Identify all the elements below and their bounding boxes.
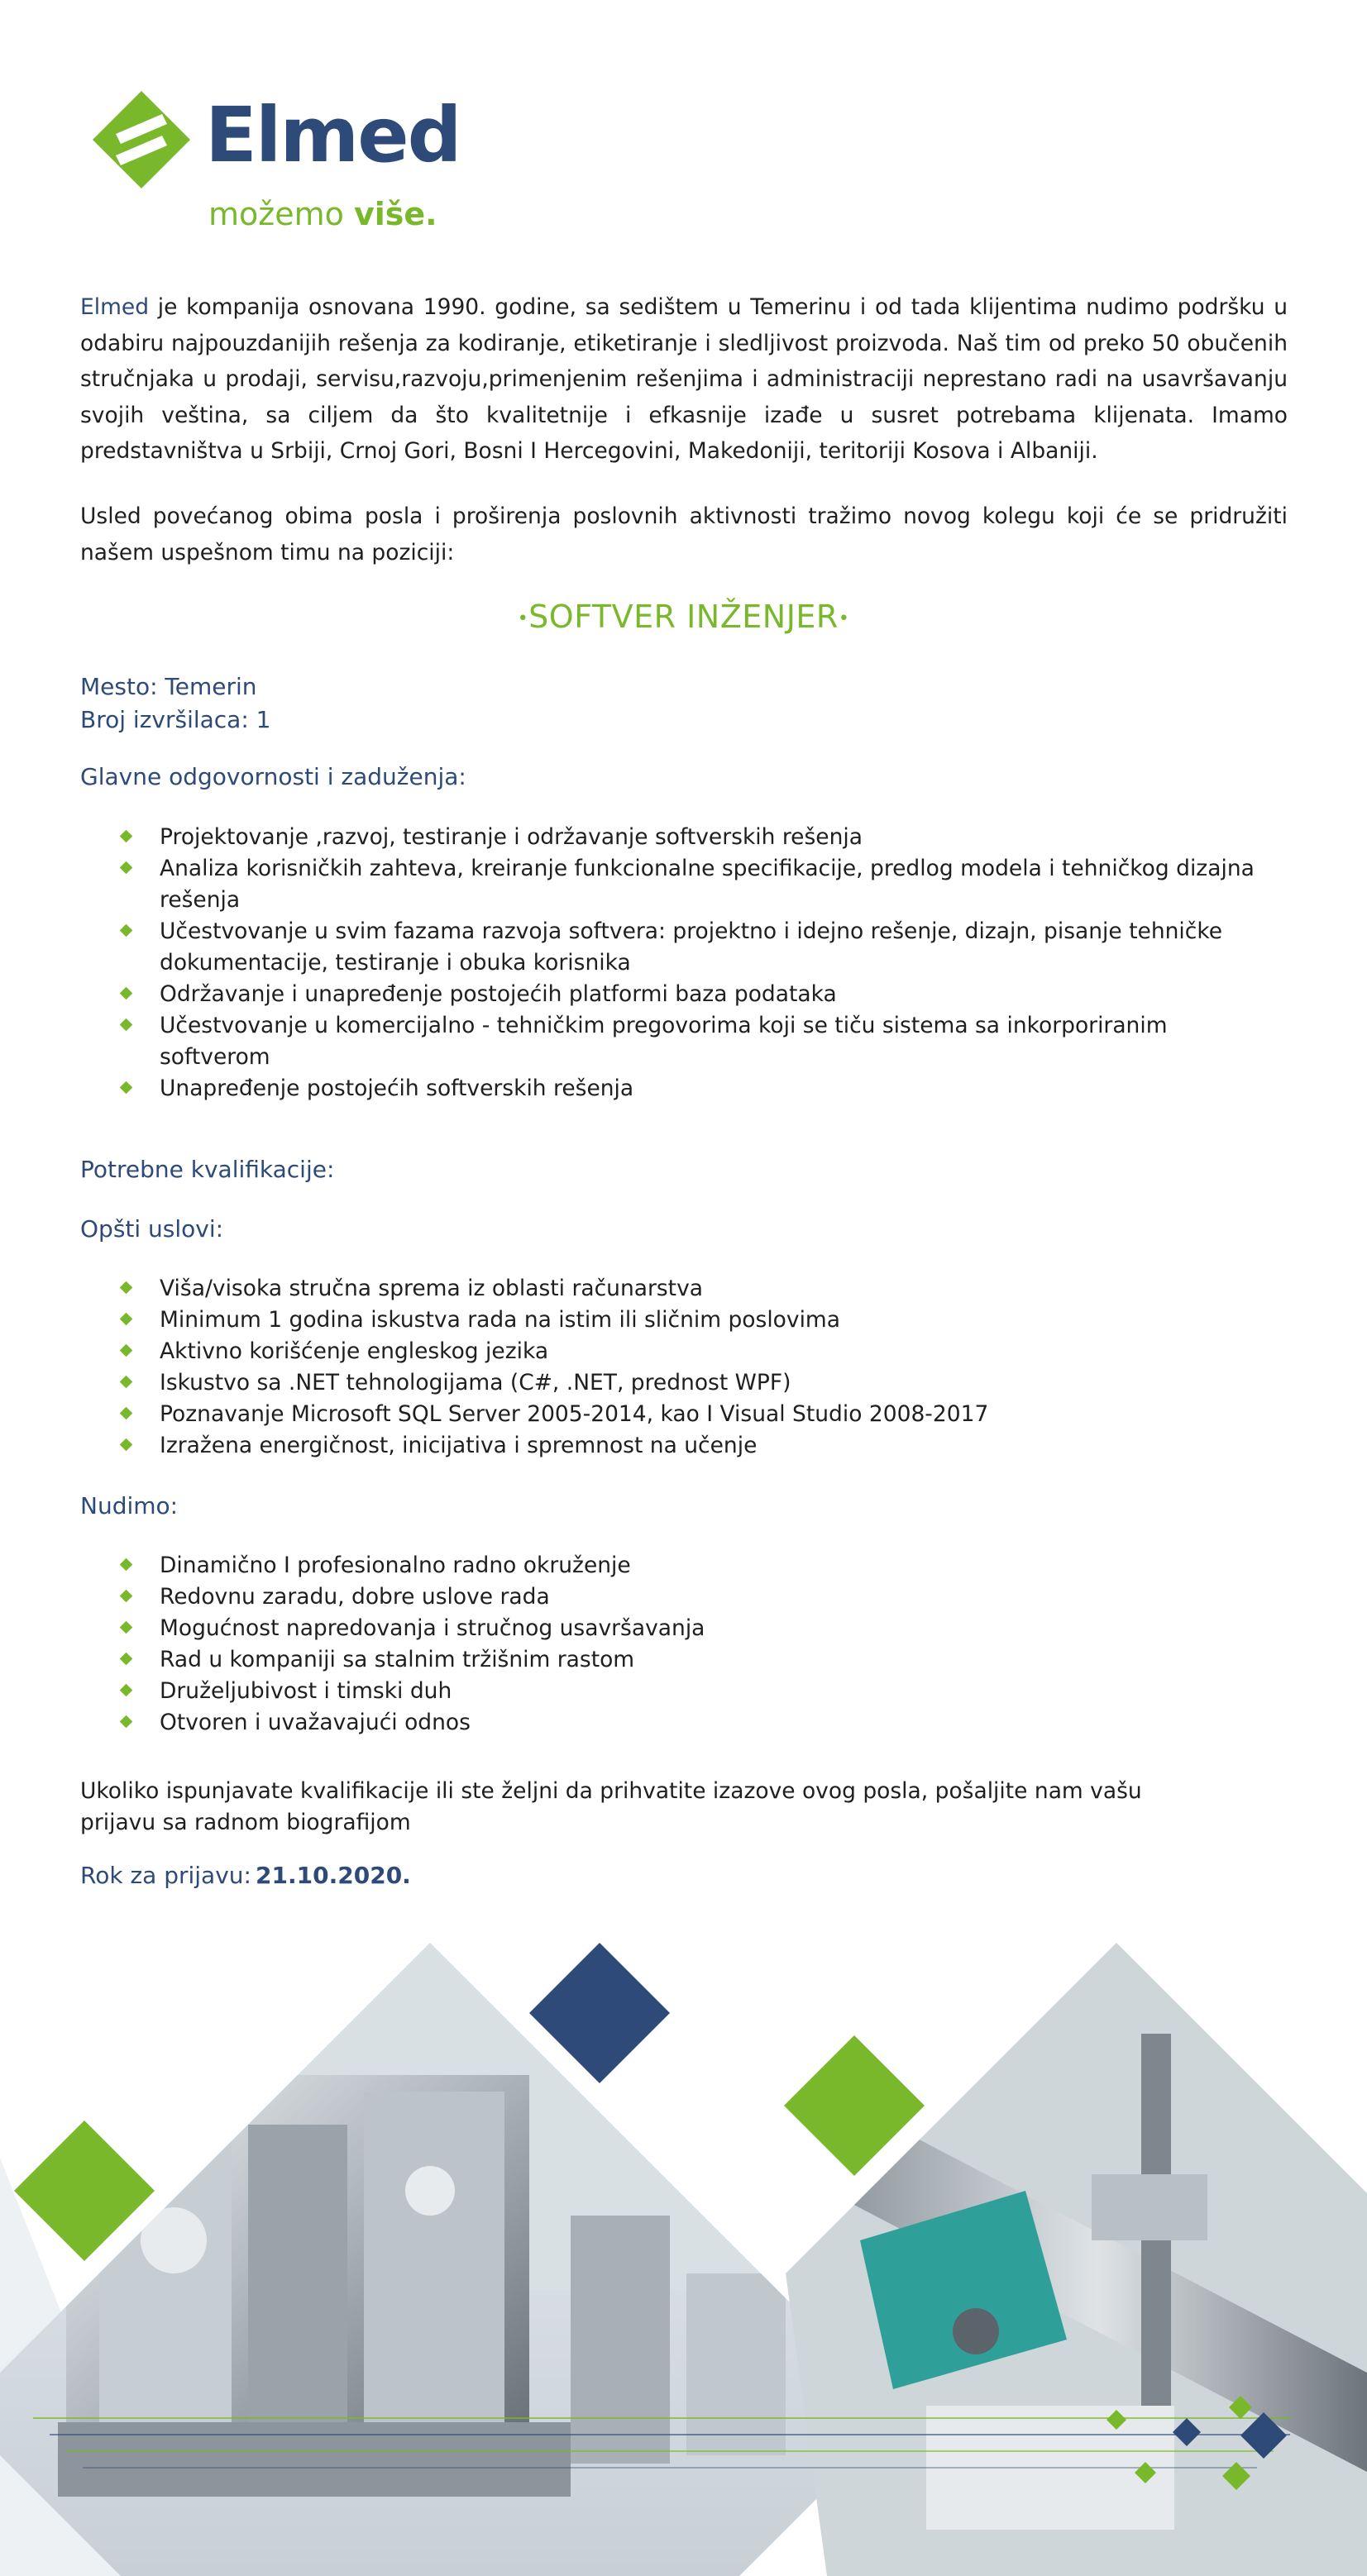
elmed-logo-mark-icon: [88, 86, 195, 193]
list-item: Viša/visoka stručna sprema iz oblasti računarstva: [122, 1273, 1263, 1305]
responsibilities-list: [122, 822, 1263, 1104]
list-item: Mogućnost napredovanja i stručnog usavršavanja: [122, 1613, 1263, 1644]
general-conditions-list: [122, 1273, 1263, 1462]
slogan-prefix: možemo: [208, 196, 344, 232]
list-item: Izražena energičnost, inicijativa i spremnost na učenje: [122, 1430, 1263, 1462]
list-item: Učestvovanje u svim fazama razvoja softvera: projektno i idejno rešenje, dizajn, pisanje tehničke dokumentacije, testiranje i obuka korisnika: [122, 916, 1263, 979]
list-item: Učestvovanje u komercijalno - tehničkim pregovorima koji se tiču sistema sa inkorporiranim softverom: [122, 1010, 1263, 1073]
qualifications-heading-wrap: [80, 1153, 1288, 1186]
green-diamond-bullet-icon: [120, 1344, 133, 1357]
list-item: Aktivno korišćenje engleskog jezika: [122, 1336, 1263, 1367]
closing-section: [80, 1776, 1221, 1839]
general-conditions-heading: Opšti uslovi:: [80, 1215, 224, 1243]
slogan-bold: više.: [353, 196, 437, 232]
green-diamond-bullet-icon: [120, 1621, 133, 1634]
green-diamond-bullet-icon: [120, 924, 133, 937]
logo-wordmark: Elmed: [205, 91, 461, 179]
offer-heading: Nudimo:: [80, 1492, 179, 1519]
list-item: Unapređenje postojećih softverskih rešenja: [122, 1073, 1263, 1104]
list-item: Poznavanje Microsoft SQL Server 2005-2014, kao I Visual Studio 2008-2017: [122, 1399, 1263, 1430]
title-dot-left: •: [517, 608, 529, 629]
green-diamond-bullet-icon: [120, 1590, 133, 1603]
logo-slogan: [208, 198, 437, 230]
deadline-label: Rok za prijavu:: [80, 1862, 251, 1889]
green-diamond-bullet-icon: [120, 987, 133, 1000]
lead-paragraph: Usled povećanog obima posla i proširenja poslovnih aktivnosti tražimo novog kolegu koji će se pridružiti našem uspešnom timu na poziciji:: [80, 503, 1288, 565]
list-item: Redovnu zaradu, dobre uslove rada: [122, 1581, 1263, 1613]
responsibilities-heading-wrap: [80, 761, 1288, 794]
intro-paragraph: [80, 289, 1288, 470]
green-diamond-bullet-icon: [120, 1684, 133, 1697]
list-item: Dinamično I profesionalno radno okruženje: [122, 1550, 1263, 1581]
green-diamond-bullet-icon: [120, 1376, 133, 1389]
machinery-banner-image: [0, 1943, 1367, 2576]
green-diamond-bullet-icon: [120, 1558, 133, 1572]
title-dot-right: •: [838, 608, 850, 629]
intro-brand: Elmed: [80, 294, 150, 320]
list-item: Otvoren i uvažavajući odnos: [122, 1707, 1263, 1739]
green-diamond-bullet-icon: [120, 1313, 133, 1326]
intro-text: je kompanija osnovana 1990. godine, sa sedištem u Temerinu i od tada klijentima nudimo podršku u odabiru najpouzdanijih rešenja za kodiranje, etiketiranje i sledljivost proizvoda. Naš tim od preko 50 obučenih stručnjaka u prodaji, servisu,razvoju,primenjenim rešenjima i administraciji neprestano radi na usavršavanju svojih veština, sa ciljem da što kvalitetnije i efkasnije izađe u susret potrebama klijenata. Imamo predstavništva u Srbiji, Crnoj Gori, Bosni I Hercegovini, Makedoniji, teritoriji Kosova i Albaniji.: [80, 294, 1288, 464]
general-heading-wrap: [80, 1213, 1288, 1246]
green-diamond-bullet-icon: [120, 1653, 133, 1666]
deadline: [80, 1862, 1288, 1889]
list-item: Iskustvo sa .NET tehnologijama (C#, .NET, prednost WPF): [122, 1367, 1263, 1399]
green-diamond-bullet-icon: [120, 1715, 133, 1729]
green-diamond-bullet-icon: [120, 1407, 133, 1420]
green-diamond-bullet-icon: [120, 1438, 133, 1452]
lead-section: [80, 499, 1288, 570]
list-item: Rad u kompaniji sa stalnim tržišnim rastom: [122, 1644, 1263, 1676]
location: Mesto: Temerin: [80, 673, 257, 700]
offer-heading-wrap: [80, 1490, 1288, 1523]
responsibilities-heading: Glavne odgovornosti i zaduženja:: [80, 763, 466, 790]
green-diamond-bullet-icon: [120, 1018, 133, 1032]
qualifications-heading: Potrebne kvalifikacije:: [80, 1156, 335, 1183]
green-diamond-bullet-icon: [120, 1081, 133, 1095]
green-diamond-bullet-icon: [120, 830, 133, 843]
green-diamond-bullet-icon: [120, 861, 133, 875]
list-item: Analiza korisničkih zahteva, kreiranje funkcionalne specifikacije, predlog modela i tehničkog dizajna rešenja: [122, 853, 1263, 916]
offer-list: [122, 1550, 1263, 1739]
closing-paragraph: Ukoliko ispunjavate kvalifikacije ili ste željni da prihvatite izazove ovog posla, pošaljite nam vašu prijavu sa radnom biografijom: [80, 1778, 1142, 1835]
list-item: Projektovanje ,razvoj, testiranje i održavanje softverskih rešenja: [122, 822, 1263, 853]
headcount: Broj izvršilaca: 1: [80, 706, 271, 733]
list-item: Druželjubivost i timski duh: [122, 1676, 1263, 1707]
position-title-text: SOFTVER INŽENJER: [528, 599, 839, 635]
job-meta: [80, 670, 1288, 737]
intro-section: [80, 289, 1288, 470]
position-title: [0, 599, 1367, 635]
elmed-logo: [88, 86, 461, 243]
list-item: Minimum 1 godina iskustva rada na istim ili sličnim poslovima: [122, 1305, 1263, 1336]
list-item: Održavanje i unapređenje postojećih platformi baza podataka: [122, 979, 1263, 1010]
green-diamond-bullet-icon: [120, 1281, 133, 1295]
deadline-date: 21.10.2020.: [256, 1862, 411, 1889]
